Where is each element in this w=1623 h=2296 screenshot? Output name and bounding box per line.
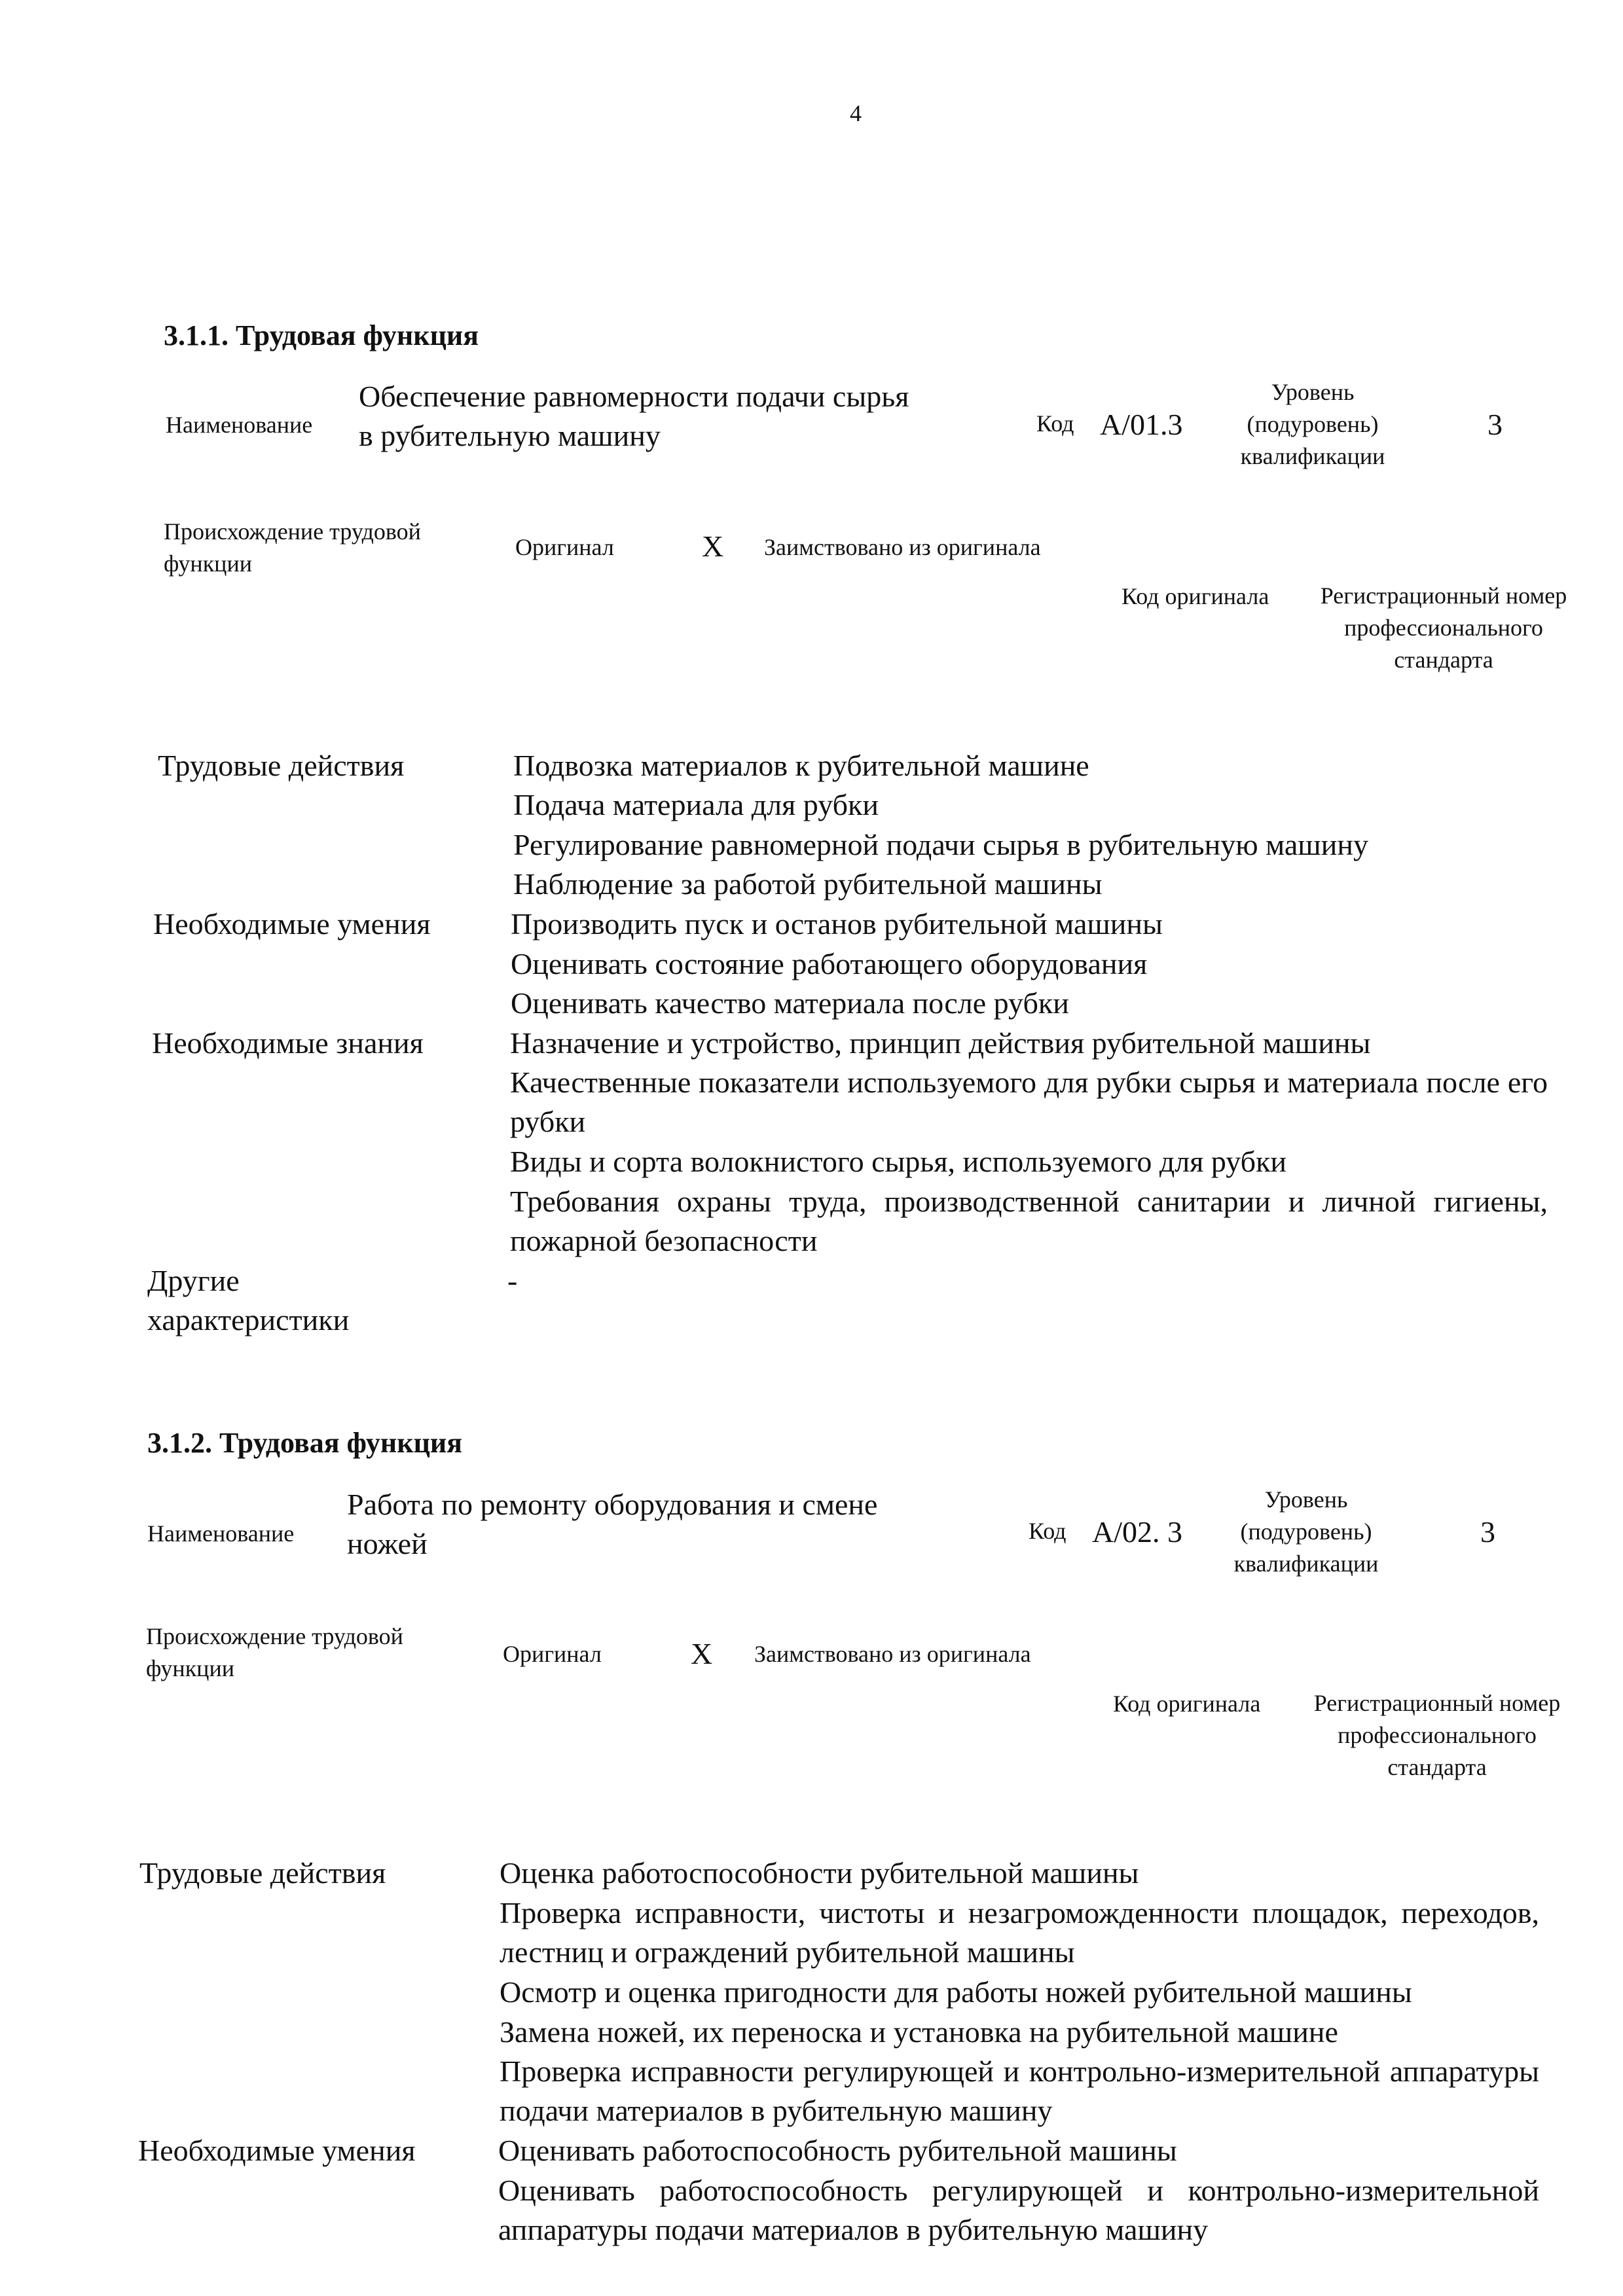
list-item: Проверка исправности регулирующей и контрольно-измерительной аппаратуры подачи материалов в рубительную машину (500, 2054, 1539, 2127)
list-item: Производить пуск и останов рубительной машины (511, 907, 1163, 941)
list-item: Замена ножей, их переноска и установка на рубительной машине (500, 2015, 1338, 2049)
qualification-level-value: 3 (1487, 408, 1503, 441)
skills-label: Необходимые умения (153, 907, 431, 941)
registration-number-label: Регистрационный номер профессионального стандарта (1320, 583, 1567, 673)
qualification-level-label: Уровень (подуровень) квалификации (1240, 379, 1385, 469)
code-label: Код (1036, 410, 1074, 437)
actions-label: Трудовые действия (158, 749, 405, 782)
qualification-level-value: 3 (1480, 1515, 1495, 1549)
original-x-mark: X (691, 1637, 713, 1670)
original-code-label: Код оригинала (1122, 583, 1269, 609)
section-heading: 3.1.1. Трудовая функция (164, 319, 479, 351)
code-value: A/02. 3 (1092, 1515, 1182, 1549)
list-item: Подвозка материалов к рубительной машине (513, 749, 1089, 782)
list-item: Осмотр и оценка пригодности для работы ножей рубительной машины (500, 1975, 1412, 2009)
list-item: Оценка работоспособности рубительной машины (500, 1856, 1139, 1890)
function-name: Обеспечение равномерности подачи сырья в рубительную машину (359, 380, 909, 452)
other-characteristics-label: Другие характеристики (147, 1264, 350, 1336)
name-label: Наименование (147, 1520, 295, 1547)
section-heading: 3.1.2. Трудовая функция (147, 1427, 463, 1459)
page-number: 4 (850, 100, 862, 126)
list-item: Регулирование равномерной подачи сырья в рубительную машину (513, 828, 1368, 861)
list-item: Назначение и устройство, принцип действия рубительной машины (510, 1026, 1371, 1060)
list-item: Оценивать качество материала после рубки (511, 986, 1069, 1020)
original-code-label: Код оригинала (1113, 1691, 1261, 1717)
code-value: A/01.3 (1100, 408, 1183, 441)
knowledge-label: Необходимые знания (152, 1026, 424, 1060)
original-x-mark: X (702, 529, 724, 563)
code-label: Код (1029, 1518, 1067, 1544)
origin-label: Происхождение трудовой функции (164, 518, 421, 577)
borrowed-label: Заимствовано из оригинала (754, 1641, 1031, 1667)
list-item: Оценивать состояние работающего оборудования (511, 947, 1148, 980)
list-item: Виды и сорта волокнистого сырья, используемого для рубки (510, 1145, 1287, 1178)
borrowed-label: Заимствовано из оригинала (764, 534, 1041, 560)
actions-label: Трудовые действия (139, 1856, 386, 1890)
skills-label: Необходимые умения (138, 2134, 416, 2167)
list-item: Качественные показатели используемого для рубки сырья и материала после его рубки (510, 1066, 1548, 1138)
list-item: Требования охраны труда, производственной санитарии и личной гигиены, пожарной безопасности (510, 1185, 1548, 1257)
original-label: Оригинал (503, 1641, 602, 1667)
qualification-level-label: Уровень (подуровень) квалификации (1233, 1486, 1379, 1577)
list-item: Оценивать работоспособность рубительной машины (498, 2134, 1177, 2167)
list-item: Проверка исправности, чистоты и незагроможденности площадок, переходов, лестниц и ограждений рубительной машины (500, 1896, 1539, 1969)
list-item: Наблюдение за работой рубительной машины (513, 867, 1103, 901)
list-item: Подача материала для рубки (513, 788, 879, 821)
other-characteristics-value: - (507, 1264, 518, 1297)
list-item: Оценивать работоспособность регулирующей и контрольно-измерительной аппаратуры подачи материалов в рубительную машину (498, 2174, 1539, 2246)
original-label: Оригинал (515, 534, 614, 560)
name-label: Наименование (166, 412, 313, 438)
origin-label: Происхождение трудовой функции (146, 1623, 403, 1681)
registration-number-label: Регистрационный номер профессионального стандарта (1313, 1690, 1561, 1780)
function-name: Работа по ремонту оборудования и смене ножей (347, 1488, 878, 1560)
